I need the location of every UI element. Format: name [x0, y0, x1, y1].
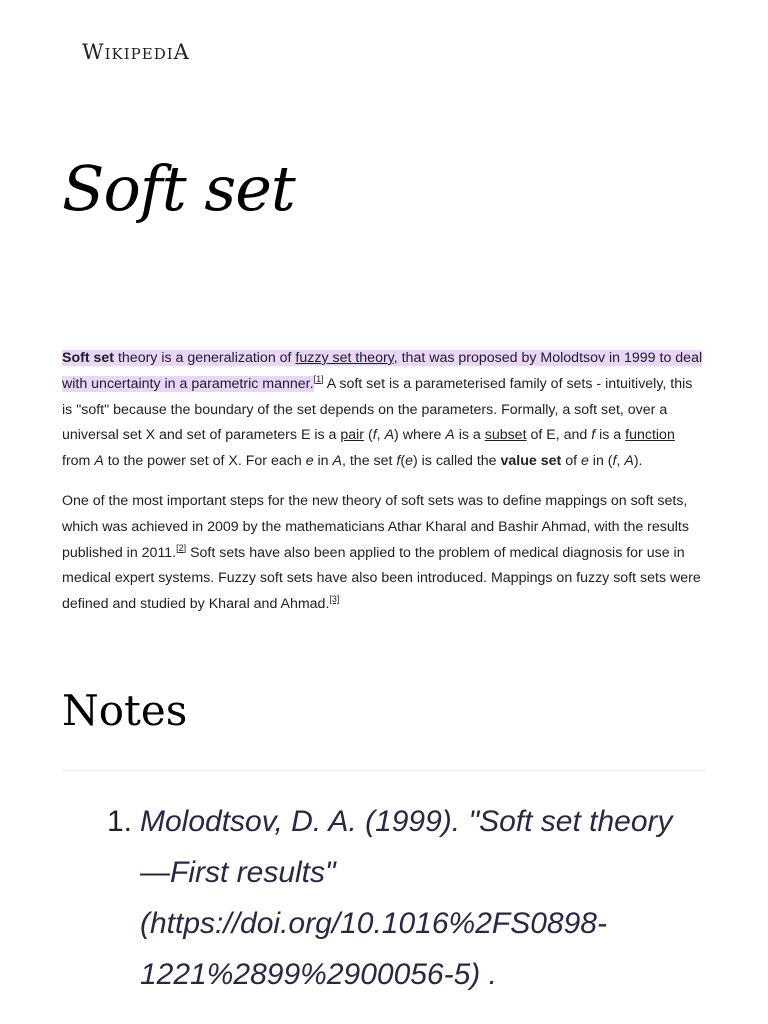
text-span: ) where: [394, 427, 446, 444]
text-span: One of the most important steps for the new theory of soft sets was to define mappings on soft sets, which was achieved in 2009 by the mathematicians Athar Kharal and Bashir Ahmad, with the results published in 2011.: [62, 492, 689, 561]
section-divider: [62, 770, 706, 771]
reference-number: 1.: [106, 805, 132, 838]
logo-middle: IKIPEDI: [104, 45, 174, 63]
text-span: Soft sets have also been applied to the problem of medical diagnosis for use in medical expert systems. Fuzzy soft sets have also been introduced. Mappings on fuzzy soft sets were defined and studied by Kharal and Ahmad.: [62, 544, 701, 613]
math-var: e: [405, 453, 413, 470]
reference-item: [62, 796, 702, 1000]
notes-heading: Notes: [62, 686, 188, 735]
text-span: is a: [454, 427, 485, 444]
reference-link-2[interactable]: [2]: [176, 542, 187, 553]
reference-link-3[interactable]: [3]: [329, 594, 340, 605]
lead-term: Soft set: [62, 350, 115, 366]
math-var: A: [332, 453, 342, 470]
text-span: of E, and: [526, 427, 592, 444]
text-span: , that was proposed by Molodtsov in 1999 to deal with uncertainty in a parametric manner.: [62, 350, 703, 392]
math-var: A: [384, 427, 395, 444]
math-var: f: [396, 453, 401, 470]
text-span: (: [400, 453, 406, 470]
text-span: of: [561, 453, 581, 470]
math-var: A: [624, 453, 634, 470]
text-span: to the power set of X. For each: [103, 453, 306, 470]
text-span: from: [62, 453, 95, 470]
link-subset[interactable]: subset: [484, 427, 527, 444]
term-value-set: value set: [500, 453, 562, 470]
text-span: in (: [588, 453, 613, 470]
text-span: theory is a generalization of: [114, 350, 296, 366]
math-var: f: [612, 453, 617, 470]
reference-link-1[interactable]: [1]: [313, 373, 324, 384]
math-var: f: [372, 427, 377, 444]
reference-citation-link[interactable]: Molodtsov, D. A. (1999). "Soft set theory—First results" (https://doi.org/10.1016%2FS0898-1221%2899%2900056-5) .: [140, 805, 673, 991]
logo-first: W: [82, 40, 105, 64]
math-var: A: [94, 453, 104, 470]
math-var: e: [305, 453, 314, 470]
second-paragraph: [62, 489, 706, 618]
link-function[interactable]: function: [625, 427, 675, 444]
text-span: ).: [633, 453, 643, 470]
page-title: Soft set: [62, 152, 295, 225]
text-span: , the set: [341, 453, 397, 470]
wikipedia-logo[interactable]: [82, 40, 190, 64]
references-list: [62, 796, 702, 1000]
text-span: ,: [616, 453, 625, 470]
math-var: A: [445, 427, 455, 444]
math-var: e: [580, 453, 589, 470]
text-span: ,: [376, 427, 385, 444]
text-span: A soft set is a parameterised family of sets - intuitively, this is "soft" because the boundary of the set depends on the parameters. Formally, a soft set, over a universal set X and set of parameters E is a: [62, 375, 693, 444]
text-span: in: [313, 453, 333, 470]
text-span: (: [364, 427, 373, 444]
math-var: f: [591, 427, 596, 444]
text-span: is a: [595, 427, 626, 444]
logo-last: A: [173, 40, 190, 64]
link-fuzzy-set-theory[interactable]: fuzzy set theory: [295, 350, 394, 366]
article-body: [62, 346, 706, 632]
intro-paragraph: [62, 346, 706, 475]
text-span: ) is called the: [412, 453, 501, 470]
link-pair[interactable]: pair: [340, 427, 365, 444]
